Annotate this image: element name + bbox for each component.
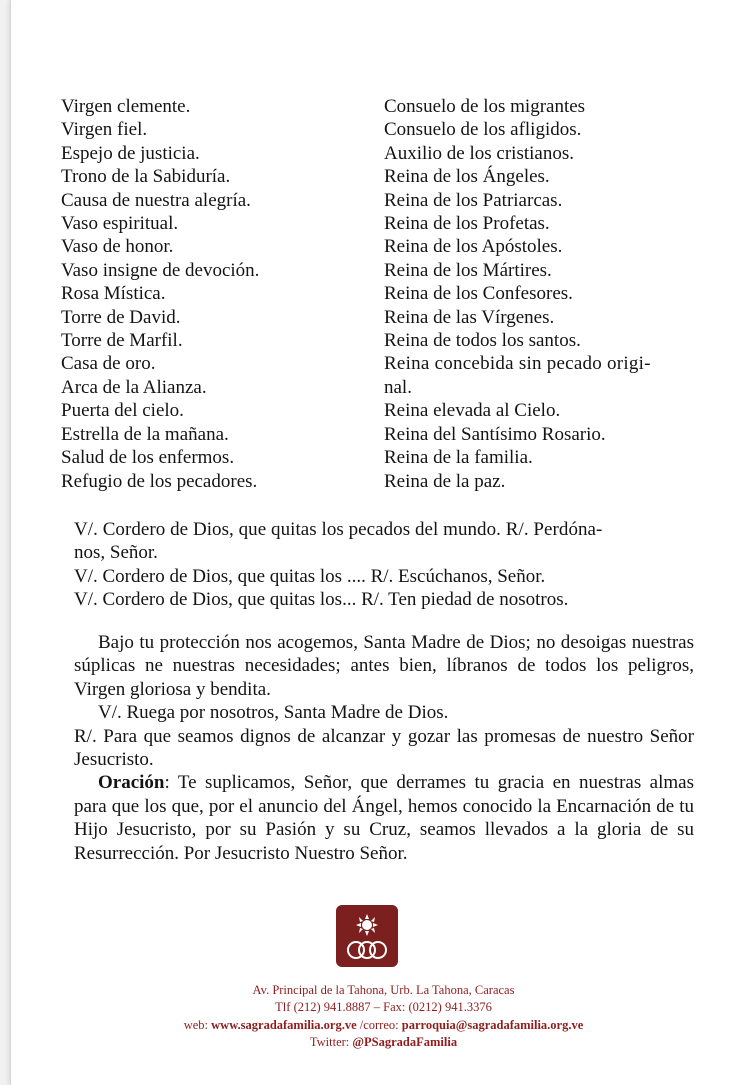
- litany-line: Rosa Mística.: [61, 283, 166, 305]
- litany-line: Casa de oro.: [61, 353, 156, 375]
- litany-line: Estrella de la mañana.: [61, 423, 229, 445]
- agnus-line: V/. Cordero de Dios, que quitas los .... R/. Escúchanos, Señor.: [74, 565, 546, 587]
- footer-address: Av. Principal de la Tahona, Urb. La Tahona, Caracas: [252, 983, 515, 997]
- litany-line: Consuelo de los afligidos.: [384, 119, 582, 141]
- litany-line: Reina de la paz.: [384, 470, 506, 492]
- litany-line: Auxilio de los cristianos.: [384, 142, 574, 164]
- email-link[interactable]: parroquia@sagradafamilia.org.ve: [401, 1017, 584, 1032]
- litany-line: Torre de Marfil.: [61, 330, 183, 352]
- litany-line: Espejo de justicia.: [61, 142, 200, 164]
- website-link[interactable]: www.sagradafamilia.org.ve: [211, 1017, 357, 1032]
- footer-twitter: [71, 1034, 696, 1051]
- litany-line: Virgen clemente.: [61, 96, 191, 117]
- closing-prayers: [74, 631, 694, 865]
- litany-line: Reina de todos los santos.: [384, 330, 581, 352]
- agnus-line: V/. Cordero de Dios, que quitas los pecados del mundo. R/. Perdóna-: [74, 519, 603, 540]
- litany-line: Salud de los enfermos.: [61, 447, 235, 469]
- web-label: web:: [183, 1017, 212, 1032]
- parish-footer: [71, 982, 696, 1052]
- sub-tuum-paragraph: Bajo tu protección nos acogemos, Santa Madre de Dios; no desoigas nuestras súplicas ne nuestras necesidades; antes bien, líbranos de todos los peligros, Virgen gloriosa y bendita.: [74, 632, 694, 700]
- litany-line: Refugio de los pecadores.: [61, 470, 258, 492]
- litany-line: Puerta del cielo.: [61, 400, 184, 422]
- litany-right-column: [384, 95, 692, 493]
- litany-line: nal.: [384, 376, 412, 398]
- oracion-label: Oración: [98, 772, 165, 794]
- agnus-line: nos, Señor.: [74, 542, 158, 564]
- litany-line: Reina concebida sin pecado origi-: [384, 353, 651, 375]
- litany-line: Reina elevada al Cielo.: [384, 400, 561, 422]
- litany-line: Reina de los Confesores.: [384, 283, 573, 305]
- agnus-dei-responses: [74, 518, 694, 612]
- litany-line: Virgen fiel.: [61, 119, 148, 141]
- litany-line: Vaso de honor.: [61, 236, 174, 258]
- litany-line: Reina de los Profetas.: [384, 213, 550, 235]
- twitter-handle[interactable]: @PSagradaFamilia: [352, 1035, 458, 1050]
- litany-line: Consuelo de los migrantes: [384, 96, 586, 117]
- litany-line: Reina de los Patriarcas.: [384, 189, 563, 211]
- litany-left-column: [61, 95, 371, 493]
- versicle-line: V/. Ruega por nosotros, Santa Madre de Dios.: [98, 702, 449, 724]
- agnus-line: V/. Cordero de Dios, que quitas los... R/. Ten piedad de nosotros.: [74, 589, 569, 611]
- oracion-text: : Te suplicamos, Señor, que derrames tu gracia en nuestras almas para que los que, por el anuncio del Ángel, hemos conocido la Encarnación de tu Hijo Jesucristo, por su Pasión y su Cruz, seamos llevados a la gloria de su Resurrección. Por Jesucristo Nuestro Señor.: [74, 772, 694, 864]
- litany-line: Reina de las Vírgenes.: [384, 306, 555, 328]
- litany-line: Vaso espiritual.: [61, 213, 179, 235]
- document-page: [10, 0, 750, 1085]
- footer-contact: [71, 1017, 696, 1034]
- litany-line: Reina de los Mártires.: [384, 259, 552, 281]
- litany-line: Reina de los Apóstoles.: [384, 236, 563, 258]
- litany-line: Torre de David.: [61, 306, 181, 328]
- litany-line: Trono de la Sabiduría.: [61, 166, 231, 188]
- twitter-label: Twitter:: [309, 1035, 353, 1050]
- litany-line: Vaso insigne de devoción.: [61, 259, 260, 281]
- response-paragraph: R/. Para que seamos dignos de alcanzar y gozar las promesas de nuestro Señor Jesucristo.: [74, 725, 694, 771]
- litany-line: Arca de la Alianza.: [61, 376, 207, 398]
- litany-line: Reina del Santísimo Rosario.: [384, 423, 606, 445]
- email-label: /correo:: [356, 1017, 402, 1032]
- oracion-paragraph: [74, 771, 694, 865]
- sagrada-familia-logo-icon: [336, 905, 398, 967]
- litany-line: Reina de los Ángeles.: [384, 166, 550, 188]
- litany-line: Causa de nuestra alegría.: [61, 189, 251, 211]
- footer-phone: Tlf (212) 941.8887 – Fax: (0212) 941.3376: [275, 1000, 492, 1015]
- litany-line: Reina de la familia.: [384, 447, 533, 469]
